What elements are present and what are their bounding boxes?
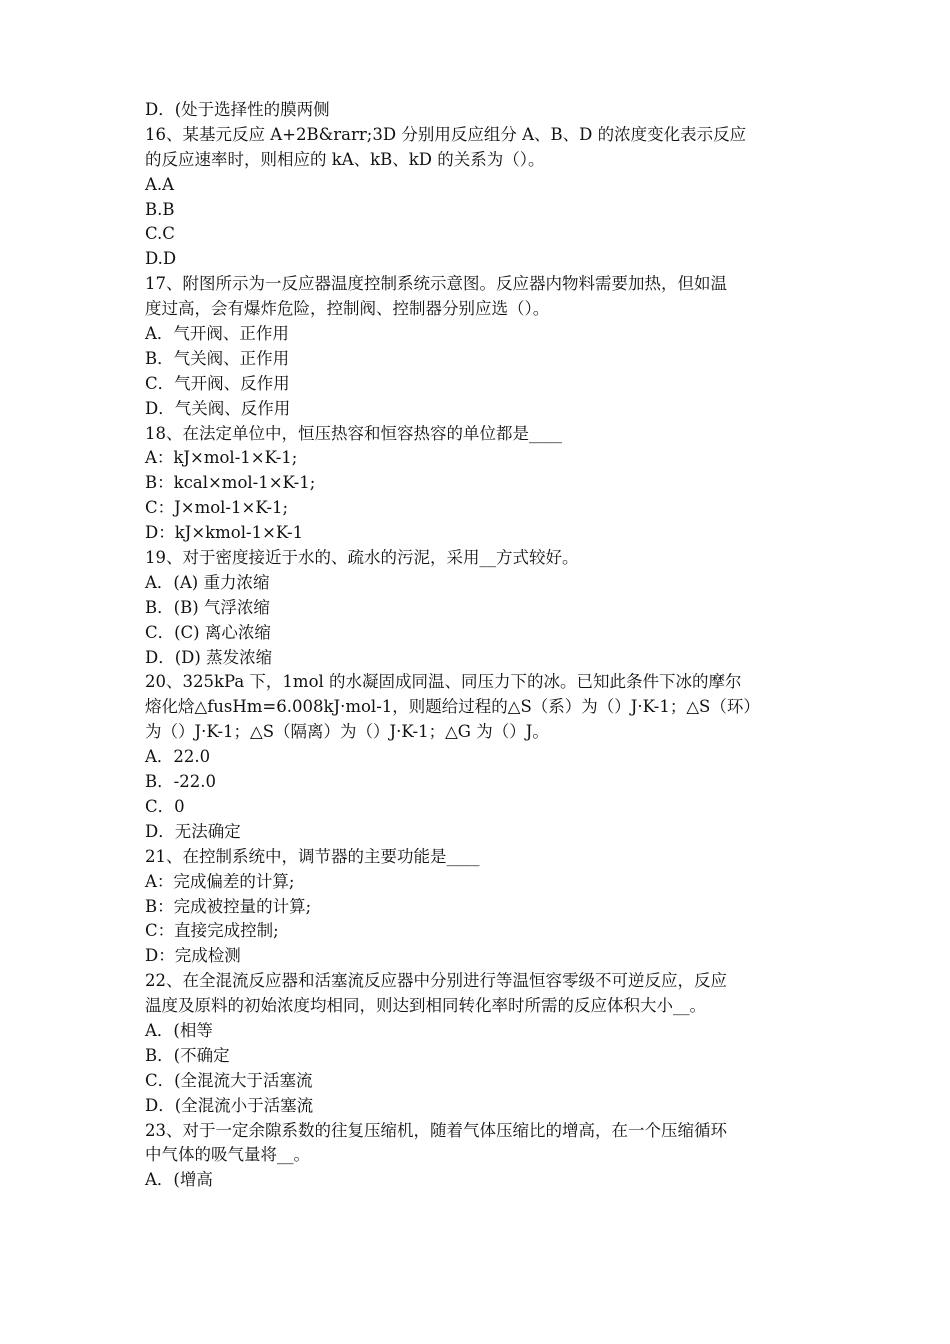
question-21-line-1: 21、在控制系统中，调节器的主要功能是____ <box>145 846 480 866</box>
document-text-body <box>145 98 810 1193</box>
option-line: C：J×mol-1×K-1; <box>145 498 289 518</box>
option-line: B：kcal×mol-1×K-1; <box>145 473 316 493</box>
option-line: B．-22.0 <box>145 772 216 792</box>
option-line: C：直接完成控制; <box>145 921 279 941</box>
option-line: B：完成被控量的计算; <box>145 896 312 916</box>
question-22-line-2: 温度及原料的初始浓度均相同，则达到相同转化率时所需的反应体积大小__。 <box>145 996 706 1016</box>
option-line: A．气开阀、正作用 <box>145 324 289 344</box>
option-line: B．(不确定 <box>145 1045 230 1065</box>
question-17-line-2: 度过高，会有爆炸危险，控制阀、控制器分别应选（）。 <box>145 299 550 319</box>
option-line: C．气开阀、反作用 <box>145 373 290 393</box>
text-line: D．(处于选择性的膜两侧 <box>145 100 330 119</box>
question-19-line-1: 19、对于密度接近于水的、疏水的污泥，采用__方式较好。 <box>145 548 579 568</box>
option-line: A．22.0 <box>145 747 211 767</box>
option-line: B．气关阀、正作用 <box>145 348 290 368</box>
question-16-line-2: 的反应速率时，则相应的 kA、kB、kD 的关系为（）。 <box>145 149 545 169</box>
question-18-line-1: 18、在法定单位中，恒压热容和恒容热容的单位都是____ <box>145 423 562 443</box>
option-line: C．(全混流大于活塞流 <box>145 1070 313 1090</box>
question-20-line-1: 20、325kPa 下，1mol 的水凝固成同温、同压力下的冰。已知此条件下冰的摩尔 <box>145 672 742 692</box>
option-line: A.A <box>145 174 175 194</box>
option-line: A：kJ×mol-1×K-1; <box>145 448 298 468</box>
question-23-line-2: 中气体的吸气量将__。 <box>145 1145 310 1165</box>
option-line: A．(增高 <box>145 1170 213 1190</box>
question-17-line-1: 17、附图所示为一反应器温度控制系统示意图。反应器内物料需要加热，但如温 <box>145 274 727 294</box>
option-line: D.D <box>145 249 177 269</box>
question-20-line-2: 熔化焓△fusHm=6.008kJ·mol-1，则题给过程的△S（系）为（）J·K-1；△S（环） <box>145 697 760 717</box>
option-line: C．0 <box>145 796 185 816</box>
option-line: A：完成偏差的计算; <box>145 871 295 891</box>
option-line: B.B <box>145 199 175 219</box>
option-line: A．(A) 重力浓缩 <box>145 572 270 592</box>
option-line: D．(全混流小于活塞流 <box>145 1095 314 1115</box>
question-22-line-1: 22、在全混流反应器和活塞流反应器中分别进行等温恒容零级不可逆反应，反应 <box>145 971 727 991</box>
option-line: D．气关阀、反作用 <box>145 398 291 418</box>
option-line: D：完成检测 <box>145 946 241 966</box>
option-line: C．(C) 离心浓缩 <box>145 622 271 642</box>
question-23-line-1: 23、对于一定余隙系数的往复压缩机，随着气体压缩比的增高，在一个压缩循环 <box>145 1120 727 1140</box>
option-line: D．(D) 蒸发浓缩 <box>145 647 273 667</box>
option-line: D．无法确定 <box>145 821 241 841</box>
option-line: B．(B) 气浮浓缩 <box>145 597 270 617</box>
option-line: A．(相等 <box>145 1020 213 1040</box>
option-line: C.C <box>145 224 175 244</box>
question-16-line-1: 16、某基元反应 A+2B&rarr;3D 分别用反应组分 A、B、D 的浓度变化表示反应 <box>145 124 747 144</box>
option-line: D：kJ×kmol-1×K-1 <box>145 523 304 543</box>
question-20-line-3: 为（）J·K-1；△S（隔离）为（）J·K-1；△G 为（）J。 <box>145 722 549 742</box>
